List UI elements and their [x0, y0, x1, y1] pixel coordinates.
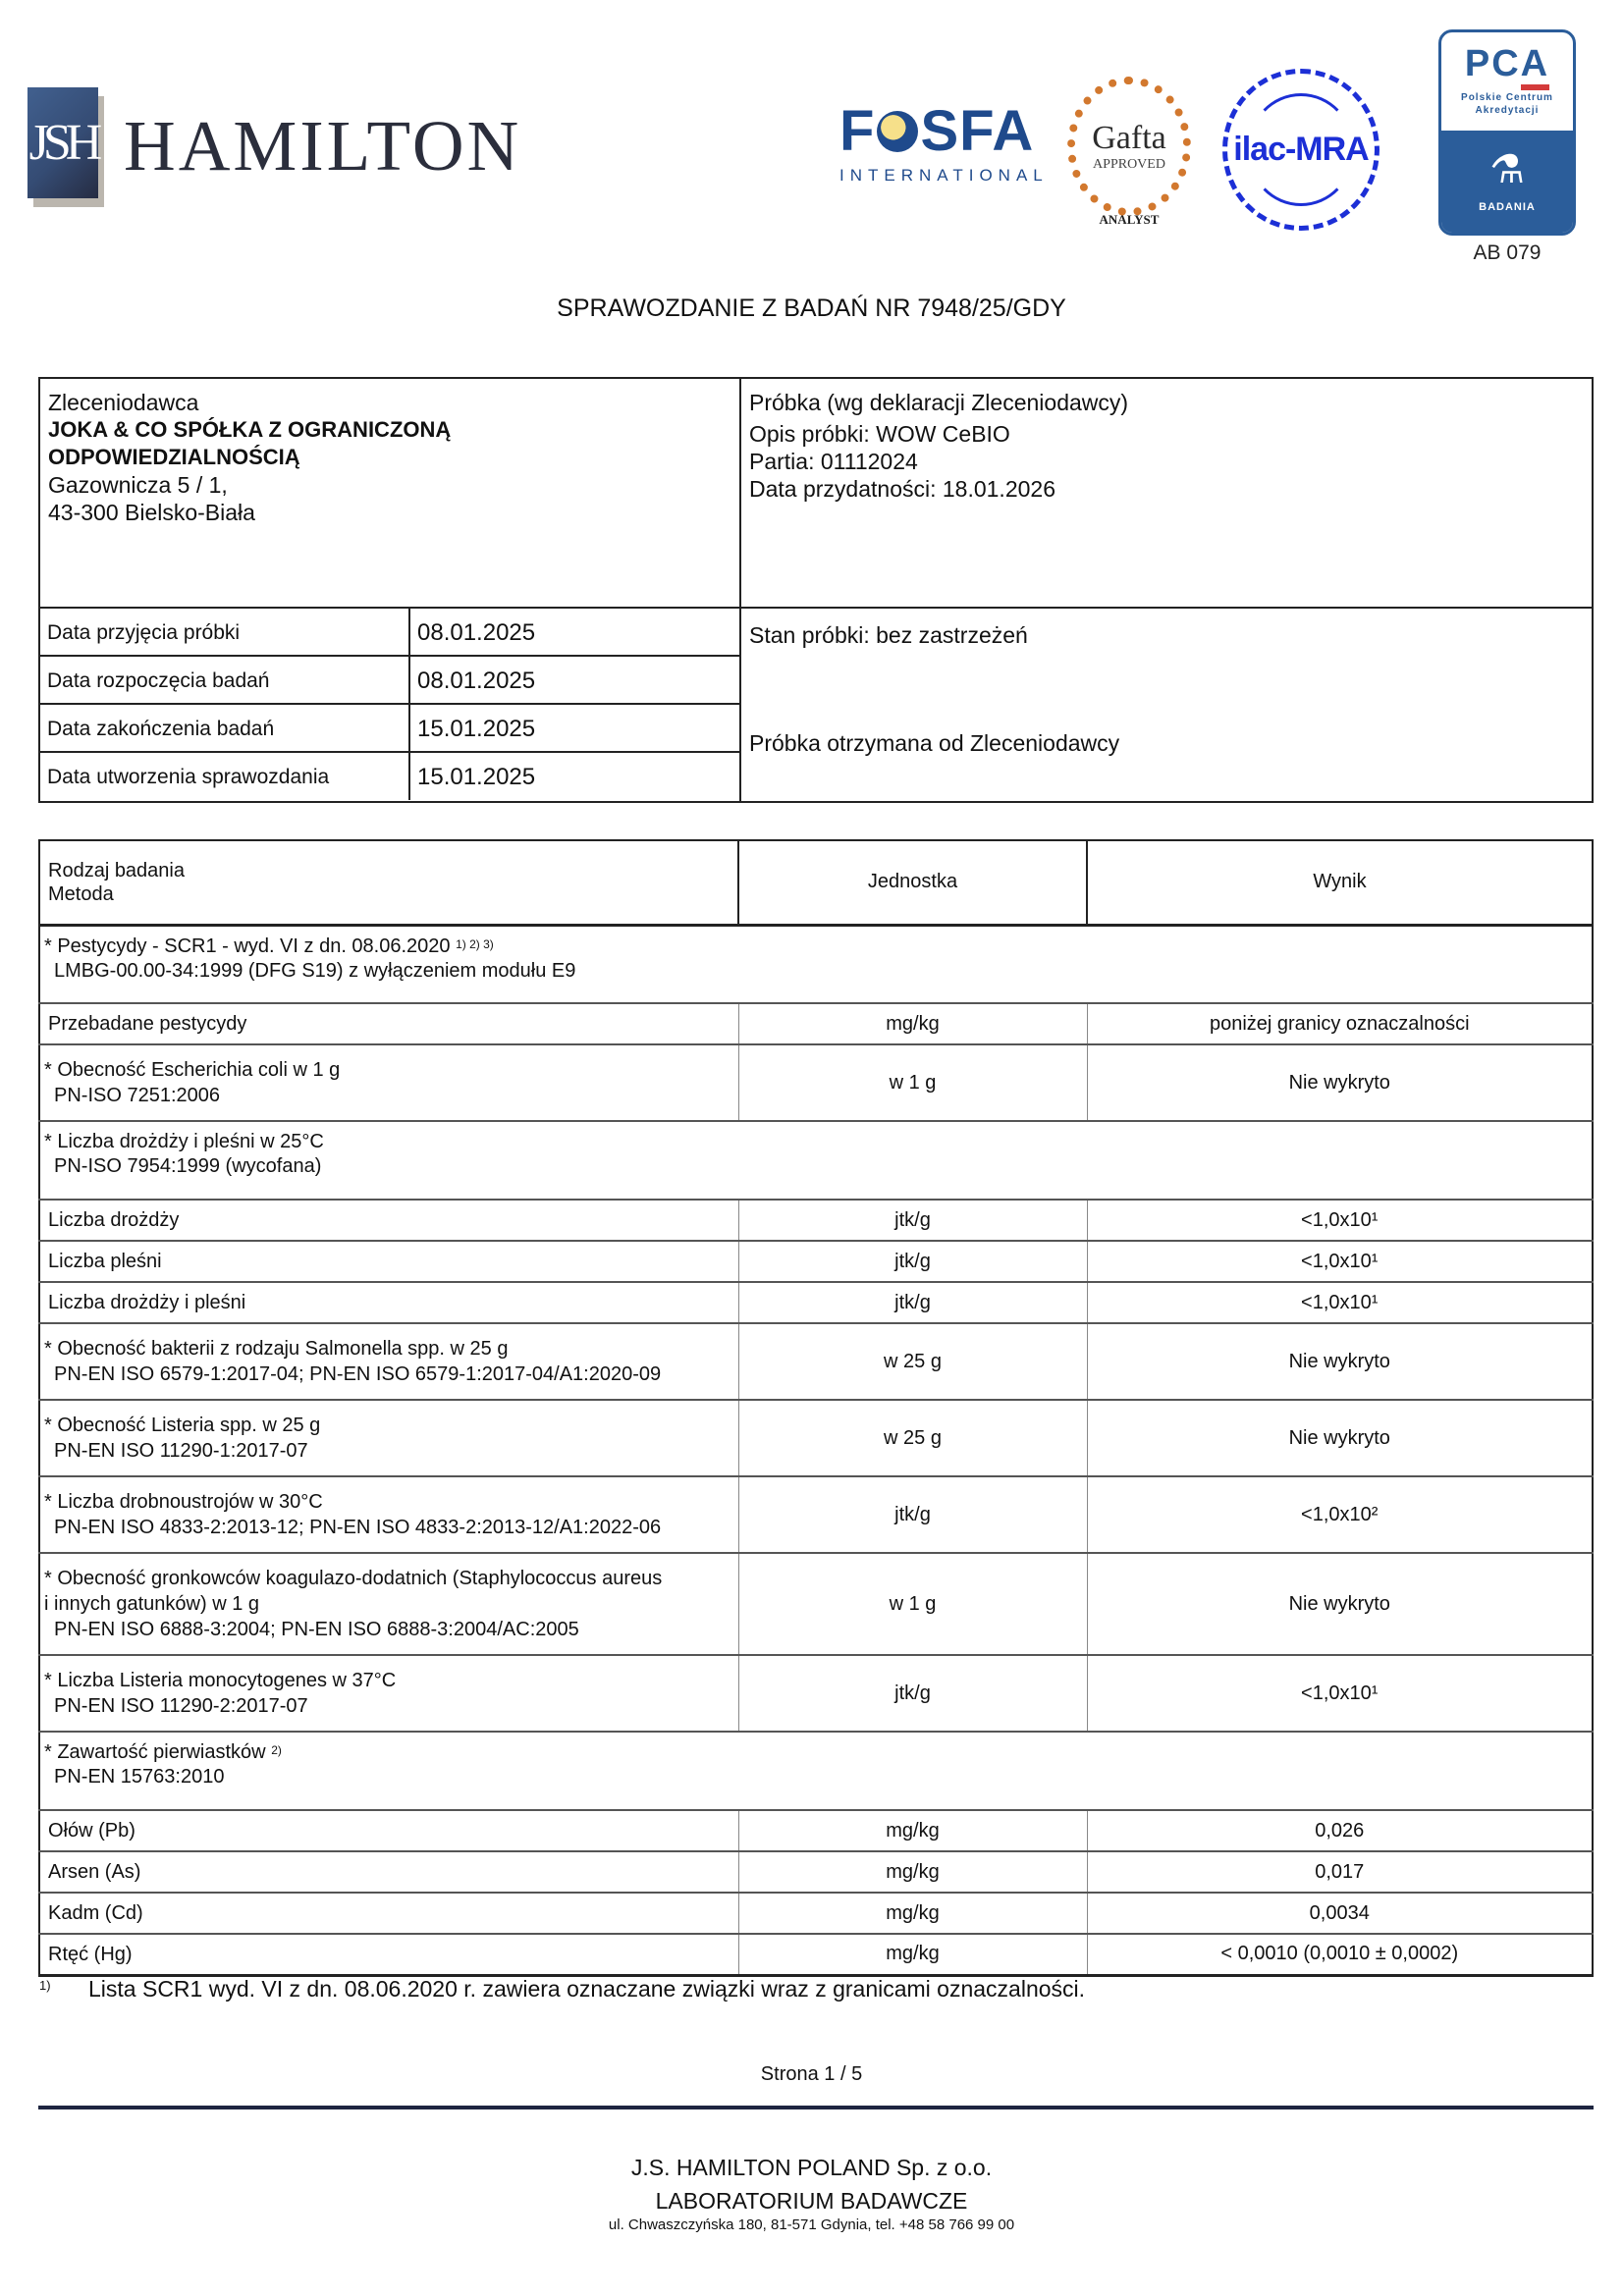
gafta-logo: Gafta APPROVED ANALYST: [1065, 77, 1193, 226]
pca-logo: PCA Polskie Centrum Akredytacji ⚗ BADANIA: [1438, 29, 1576, 236]
page-number: Strona 1 / 5: [760, 2063, 863, 2085]
table-group-row: * Liczba drożdży i pleśni w 25°C PN-ISO 7954:1999 (wycofana): [39, 1121, 1593, 1200]
fosfa-logo: F SFA INTERNATIONAL: [839, 99, 1049, 185]
footer-lab-name: LABORATORIUM BADAWCZE: [655, 2188, 968, 2214]
table-row: Rtęć (Hg) mg/kg < 0,0010 (0,0010 ± 0,0002): [39, 1934, 1593, 1975]
flask-icon: ⚗: [1489, 148, 1525, 191]
dates-table: [40, 609, 739, 800]
client-block: [48, 389, 451, 526]
client-street: Gazownicza 5 / 1,: [48, 472, 228, 498]
sample-expiry: Data przydatności: 18.01.2026: [749, 476, 1055, 502]
footnote-mark: 1): [39, 1978, 51, 1993]
results-table: [38, 839, 1594, 1977]
footer-company-name: J.S. HAMILTON POLAND Sp. z o.o.: [630, 2155, 993, 2180]
date-row: Data przyjęcia próbki 08.01.2025: [40, 609, 739, 657]
table-group-row: * Zawartość pierwiastków $^{2)}$ PN-EN 15763:2010: [39, 1732, 1593, 1810]
table-row: * Obecność Escherichia coli w 1 g PN-ISO 7251:2006 w 1 g Nie wykryto: [39, 1044, 1593, 1121]
date-row: Data utworzenia sprawozdania 15.01.2025: [40, 753, 739, 800]
globe-icon: [877, 111, 918, 152]
table-row: * Obecność gronkowców koagulazo-dodatnich (Staphylococcus aureus i innych gatunków) w 1 g PN-EN ISO 6888-3:2004; PN-EN ISO 6888-3:2004/AC:2005 w 1 g Nie wykryto: [39, 1553, 1593, 1655]
client-city: 43-300 Bielsko-Biała: [48, 500, 255, 525]
table-row: Liczba drożdży i pleśni jtk/g <1,0x10¹: [39, 1282, 1593, 1323]
footer-divider: [38, 2106, 1594, 2109]
sample-description: Opis próbki: WOW CeBIO: [749, 421, 1010, 447]
ilac-mra-logo: ilac-MRA: [1222, 69, 1380, 231]
report-title: SPRAWOZDANIE Z BADAŃ NR 7948/25/GDY: [557, 294, 1066, 322]
sample-state: Stan próbki: bez zastrzeżeń: [749, 622, 1028, 648]
sample-origin: Próbka otrzymana od Zleceniodawcy: [749, 730, 1120, 756]
sample-block: [749, 389, 1128, 503]
table-row: * Liczba drobnoustrojów w 30°C PN-EN ISO 4833-2:2013-12; PN-EN ISO 4833-2:2013-12/A1:2022-06 jtk/g <1,0x10²: [39, 1476, 1593, 1553]
table-row: Arsen (As) mg/kg 0,017: [39, 1851, 1593, 1893]
header-unit: Jednostka: [738, 840, 1087, 925]
header-test-method: Rodzaj badania Metoda: [39, 840, 738, 925]
date-row: Data zakończenia badań 15.01.2025: [40, 705, 739, 753]
client-label: Zleceniodawca: [48, 390, 199, 415]
table-group-row: * Pestycydy - SCR1 - wyd. VI z dn. 08.06.2020 $^{1) 2) 3)}$ LMBG-00.00-34:1999 (DFG S19) z wyłączeniem modułu E9: [39, 925, 1593, 1003]
header-result: Wynik: [1087, 840, 1593, 925]
hamilton-wordmark: HAMILTON: [124, 105, 522, 186]
sample-batch: Partia: 01112024: [749, 449, 918, 474]
client-name-line2: ODPOWIEDZIALNOŚCIĄ: [48, 445, 300, 469]
footer-company: [0, 2151, 1623, 2217]
accreditation-code: AB 079: [1473, 241, 1542, 264]
sample-label: Próbka (wg deklaracji Zleceniodawcy): [749, 390, 1129, 415]
client-name-line1: JOKA & CO SPÓŁKA Z OGRANICZONĄ: [48, 417, 452, 442]
info-box: [38, 377, 1594, 803]
table-row: Kadm (Cd) mg/kg 0,0034: [39, 1893, 1593, 1934]
table-row: Przebadane pestycydy mg/kg poniżej granicy oznaczalności: [39, 1003, 1593, 1044]
jsh-monogram-icon: JSH: [27, 87, 98, 198]
table-row: * Obecność Listeria spp. w 25 g PN-EN ISO 11290-1:2017-07 w 25 g Nie wykryto: [39, 1400, 1593, 1476]
table-row: * Obecność bakterii z rodzaju Salmonella spp. w 25 g PN-EN ISO 6579-1:2017-04; PN-EN ISO 6579-1:2017-04/A1:2020-09 w 25 g Nie wykryto: [39, 1323, 1593, 1400]
wheat-wreath-icon: Gafta APPROVED: [1067, 77, 1191, 216]
footnote: [39, 1976, 1085, 2002]
hamilton-logo: [27, 87, 521, 198]
table-row: Liczba drożdży jtk/g <1,0x10¹: [39, 1200, 1593, 1241]
table-row: * Liczba Listeria monocytogenes w 37°C PN-EN ISO 11290-2:2017-07 jtk/g <1,0x10¹: [39, 1655, 1593, 1732]
date-row: Data rozpoczęcia badań 08.01.2025: [40, 657, 739, 705]
footer-address: ul. Chwaszczyńska 180, 81-571 Gdynia, tel. +48 58 766 99 00: [608, 2216, 1015, 2233]
table-header-row: [39, 840, 1593, 925]
table-row: Liczba pleśni jtk/g <1,0x10¹: [39, 1241, 1593, 1282]
footnote-text: Lista SCR1 wyd. VI z dn. 08.06.2020 r. zawiera oznaczane związki wraz z granicami oznaczalności.: [88, 1976, 1086, 2002]
table-row: Ołów (Pb) mg/kg 0,026: [39, 1810, 1593, 1851]
